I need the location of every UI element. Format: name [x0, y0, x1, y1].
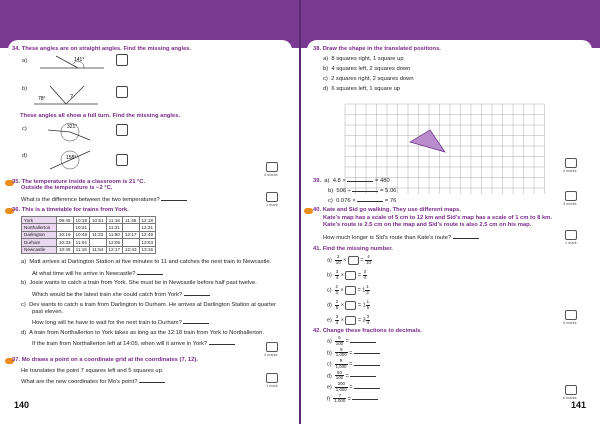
timetable-time — [57, 224, 74, 231]
q42-fraction: $\frac{9}{1,000}$ — [335, 358, 347, 369]
q42-item: b) $\frac{8}{1,000}$ = — [327, 348, 380, 359]
timetable-station: York — [22, 217, 57, 224]
q39b: b) 506 ÷ = 5.06 — [328, 188, 397, 194]
q36d-answer-line[interactable] — [209, 340, 235, 345]
q37-marks-box — [266, 373, 278, 383]
q42-answer-line[interactable] — [354, 384, 380, 389]
q34c-angle-value: 321° — [67, 124, 78, 130]
q40-answer-line[interactable] — [453, 234, 479, 239]
q34a-angle-diagram — [38, 52, 108, 74]
q36c-ask: How long will he have to wait for the next train to Durham? — [32, 319, 209, 327]
q34a-angle-value: 141° — [74, 57, 85, 63]
q41-result-fraction: $\frac{3}{4}$ — [366, 314, 370, 325]
q38-item: a) 8 squares right, 1 square up — [323, 56, 404, 62]
q37-text: He translates the point 7 squares left and 5 squares up. — [21, 368, 164, 374]
q41-result-fraction: $\frac{4}{10}$ — [366, 254, 371, 265]
timetable-time: 10:18 — [73, 217, 90, 224]
q35-marks: 1 mark — [266, 203, 278, 207]
timetable-row — [22, 217, 156, 224]
q42-answer-line[interactable] — [354, 361, 380, 366]
q39a: 39. a) 4.8 × = 480 — [313, 178, 390, 184]
q34b-unknown: ? — [70, 94, 73, 100]
page-number-left: 140 — [14, 400, 30, 410]
q40-line1: Kate's map has a scale of 5 cm to 12 km and Sid's map has a scale of 1 cm to 8 km. — [323, 215, 552, 221]
q41-missing-number-box[interactable] — [345, 271, 356, 280]
q34b-angle-value: 78° — [38, 96, 46, 102]
timetable-time: 12:17 — [123, 231, 140, 238]
timetable-time: 11:18 — [106, 217, 123, 224]
q40-heading: 40. Kate and Sid go walking. They use different maps. — [313, 207, 461, 213]
q42-heading: 42. Change these fractions to decimals. — [313, 328, 422, 334]
q41-item: a) $\frac{2}{10}$ × = $\frac{4}{10}$ — [327, 254, 371, 265]
q41-given-fraction: $\frac{2}{3}$ — [335, 284, 338, 295]
timetable-time: 12:31 — [139, 224, 156, 231]
q34d-label: d) — [22, 153, 28, 159]
q42-item: e) $\frac{300}{1,000}$ = — [327, 382, 380, 393]
q35-marks-box — [266, 192, 278, 202]
left-page — [8, 40, 292, 412]
timetable-time — [123, 224, 140, 231]
q39b-answer-line[interactable] — [352, 187, 378, 192]
q40-badge — [304, 208, 313, 214]
q37-heading: 37. Mo draws a point on a coordinate grid at the coordinates (7, 12). — [12, 357, 198, 363]
timetable-time: 09:45 — [57, 217, 74, 224]
q42-answer-line[interactable] — [350, 338, 376, 343]
q36b-text: b) Josie wants to catch a train from York. She must be in Newcastle before half past twelve. — [21, 280, 257, 286]
q40-line2: Kate's route is 2.5 cm on the map and Sid's route is also 2.5 cm on his map. — [323, 222, 532, 228]
q38-triangle-shape — [410, 130, 445, 152]
timetable-time: 11:45 — [123, 217, 140, 224]
q36-timetable — [21, 216, 156, 254]
q38-item: d) 6 squares left, 1 square up — [323, 86, 401, 92]
q42-item: f) $\frac{7}{1,000}$ = — [327, 394, 378, 405]
timetable-time: 11:54 — [90, 246, 107, 253]
q36a-answer-line[interactable] — [137, 270, 163, 275]
timetable-time: 10:31 — [73, 224, 90, 231]
q36b-ask: Which would be the latest train she could catch from York? — [32, 291, 210, 299]
q38-heading: 38. Draw the shape in the translated positions. — [313, 46, 441, 52]
timetable-time — [90, 224, 107, 231]
q35-heading: 35. The temperature inside a classroom is 21 °C. — [12, 179, 146, 185]
q41-given-fraction: $\frac{3}{4}$ — [335, 269, 339, 280]
q34b-label: b) — [22, 86, 28, 92]
q34d-angle-value: 158° — [66, 155, 77, 161]
q39-marks-box — [565, 191, 577, 201]
q36a-text: a) Matt arrives at Darlington Station at five minutes to 11 and catches the next train to Newcastle. — [21, 259, 272, 265]
q39-marks: 3 marks — [563, 202, 577, 206]
timetable-time: 10:33 — [57, 239, 74, 246]
q34b-answer-box[interactable] — [116, 86, 128, 98]
q41-item: e) $\frac{3}{4}$ × = 3 $\frac{3}{4}$ — [327, 314, 370, 325]
q42-item: a) $\frac{6}{100}$ = — [327, 336, 376, 347]
timetable-time: 10:16 — [57, 231, 74, 238]
q41-item: d) $\frac{2}{5}$ × = 1 $\frac{1}{5}$ — [327, 299, 370, 310]
q34-marks: 4 marks — [264, 173, 278, 177]
timetable-time: 11:50 — [106, 231, 123, 238]
q36b-answer-line[interactable] — [184, 291, 210, 296]
q34a-label: a) — [22, 58, 28, 64]
q41-missing-number-box[interactable] — [345, 286, 356, 295]
q36-heading: 36. This is a timetable for trains from York. — [12, 207, 129, 213]
q42-item: c) $\frac{9}{1,000}$ = — [327, 359, 380, 370]
right-page — [307, 40, 592, 412]
q41-item: b) $\frac{3}{4}$ × = $\frac{3}{4}$ — [327, 269, 367, 280]
q37-marks: 1 mark — [266, 384, 278, 388]
page-number-right: 141 — [571, 400, 587, 410]
q39c-answer-line[interactable] — [357, 197, 383, 202]
book-spine — [299, 0, 301, 424]
timetable-time: 13:15 — [139, 246, 156, 253]
q34-marks-box — [266, 162, 278, 172]
q34d-answer-box[interactable] — [116, 154, 128, 166]
timetable-row — [22, 239, 156, 246]
q41-result-fraction: $\frac{1}{3}$ — [366, 284, 369, 295]
q34b-angle-diagram — [32, 82, 102, 108]
q34-heading: 34. These angles are on straight angles. Find the missing angles. — [12, 46, 192, 52]
timetable-time: 12:43 — [123, 246, 140, 253]
timetable-time — [90, 239, 107, 246]
timetable-time: 11:31 — [106, 224, 123, 231]
timetable-time: 12:17 — [106, 246, 123, 253]
q42-marks: 6 marks — [563, 396, 577, 400]
q36c-text2: past eleven. — [32, 309, 64, 315]
q36d-ask: If the train from Northallerton left at 14:05, when will it arrive in York? — [32, 340, 235, 348]
q40-ask: How much longer is Sid's route than Kate's route? — [323, 234, 479, 242]
q35-heading-line2: Outside the temperature is −2 °C. — [21, 185, 113, 191]
timetable-time: 10:51 — [90, 217, 107, 224]
q34a-answer-box[interactable] — [116, 54, 128, 66]
timetable-station: Newcastle — [22, 246, 57, 253]
q39c: c) 0.076 × = 76 — [328, 198, 397, 204]
q36c-text: c) Dev wants to catch a train from Darlington to Durham. He arrives at Darlington Station at quarter — [21, 302, 276, 308]
q36-marks-box — [266, 342, 278, 352]
timetable-time — [123, 239, 140, 246]
q41-marks-box — [565, 310, 577, 320]
q41-missing-number-box[interactable] — [345, 316, 356, 325]
timetable-row — [22, 224, 156, 231]
q41-given-fraction: $\frac{3}{4}$ — [335, 314, 339, 325]
q34-heading2: These angles all show a full turn. Find the missing angles. — [20, 113, 181, 119]
q41-marks: 5 marks — [563, 321, 577, 325]
q42-fraction: $\frac{300}{1,000}$ — [335, 381, 347, 392]
timetable-time: 12:05 — [106, 239, 123, 246]
q42-fraction: $\frac{8}{1,000}$ — [335, 346, 347, 358]
q34c-label: c) — [22, 126, 27, 132]
q36-marks: 4 marks — [264, 353, 278, 357]
q34c-answer-box[interactable] — [116, 124, 128, 136]
timetable-time: 11:04 — [73, 239, 90, 246]
q42-marks-box — [565, 385, 577, 395]
q36d-text: d) A train from Northallerton to York takes as long as the 12:18 train from York to Northallerton. — [21, 330, 264, 336]
q38-item: c) 2 squares right, 2 squares down — [323, 76, 414, 82]
q37-answer-line[interactable] — [139, 378, 165, 383]
q36c-answer-line[interactable] — [183, 319, 209, 324]
timetable-row — [22, 231, 156, 238]
q41-given-fraction: $\frac{2}{10}$ — [335, 254, 341, 265]
timetable-time: 11:22 — [90, 231, 107, 238]
timetable-station: Darlington — [22, 231, 57, 238]
q42-fraction: $\frac{6}{100}$ — [335, 335, 344, 346]
q34d-angle-diagram — [42, 147, 102, 173]
q38-marks-box — [565, 158, 577, 168]
q42-fraction: $\frac{50}{100}$ — [335, 369, 344, 381]
q40-marks: 1 mark — [565, 241, 577, 245]
q41-given-fraction: $\frac{2}{5}$ — [335, 299, 339, 310]
q39a-answer-line[interactable] — [347, 177, 373, 182]
q42-item: d) $\frac{50}{100}$ = — [327, 371, 376, 382]
q42-fraction: $\frac{7}{1,000}$ — [334, 392, 346, 404]
q40-marks-box — [565, 230, 577, 240]
q41-result-fraction: $\frac{3}{4}$ — [363, 269, 367, 280]
q41-result-fraction: $\frac{1}{5}$ — [366, 299, 370, 310]
timetable-row — [22, 246, 156, 253]
timetable-station: Northallerton — [22, 224, 57, 231]
timetable-time: 10:45 — [57, 246, 74, 253]
timetable-time: 13:03 — [139, 239, 156, 246]
q41-heading: 41. Find the missing number. — [313, 246, 393, 252]
q42-answer-line[interactable] — [354, 349, 380, 354]
q34c-angle-diagram — [42, 120, 102, 146]
q41-missing-number-box[interactable] — [345, 301, 356, 310]
q38-marks: 4 marks — [563, 169, 577, 173]
q41-item: c) $\frac{2}{3}$ × = 1 $\frac{1}{3}$ — [327, 284, 369, 295]
q37-ask: What are the new coordinates for Mo's point? — [21, 378, 165, 386]
q42-answer-line[interactable] — [352, 395, 378, 400]
q41-missing-number-box[interactable] — [348, 256, 359, 265]
q36a-ask: At what time will he arrive in Newcastle? — [32, 270, 163, 278]
timetable-time: 11:16 — [73, 246, 90, 253]
q35-answer-line[interactable] — [161, 196, 187, 201]
q42-answer-line[interactable] — [350, 372, 376, 377]
timetable-station: Durham — [22, 239, 57, 246]
timetable-time: 12:18 — [139, 217, 156, 224]
timetable-time: 12:49 — [139, 231, 156, 238]
q35-question: What is the difference between the two temperatures? — [21, 196, 187, 204]
q38-item: b) 4 squares left, 2 squares down — [323, 66, 411, 72]
timetable-time: 10:48 — [73, 231, 90, 238]
